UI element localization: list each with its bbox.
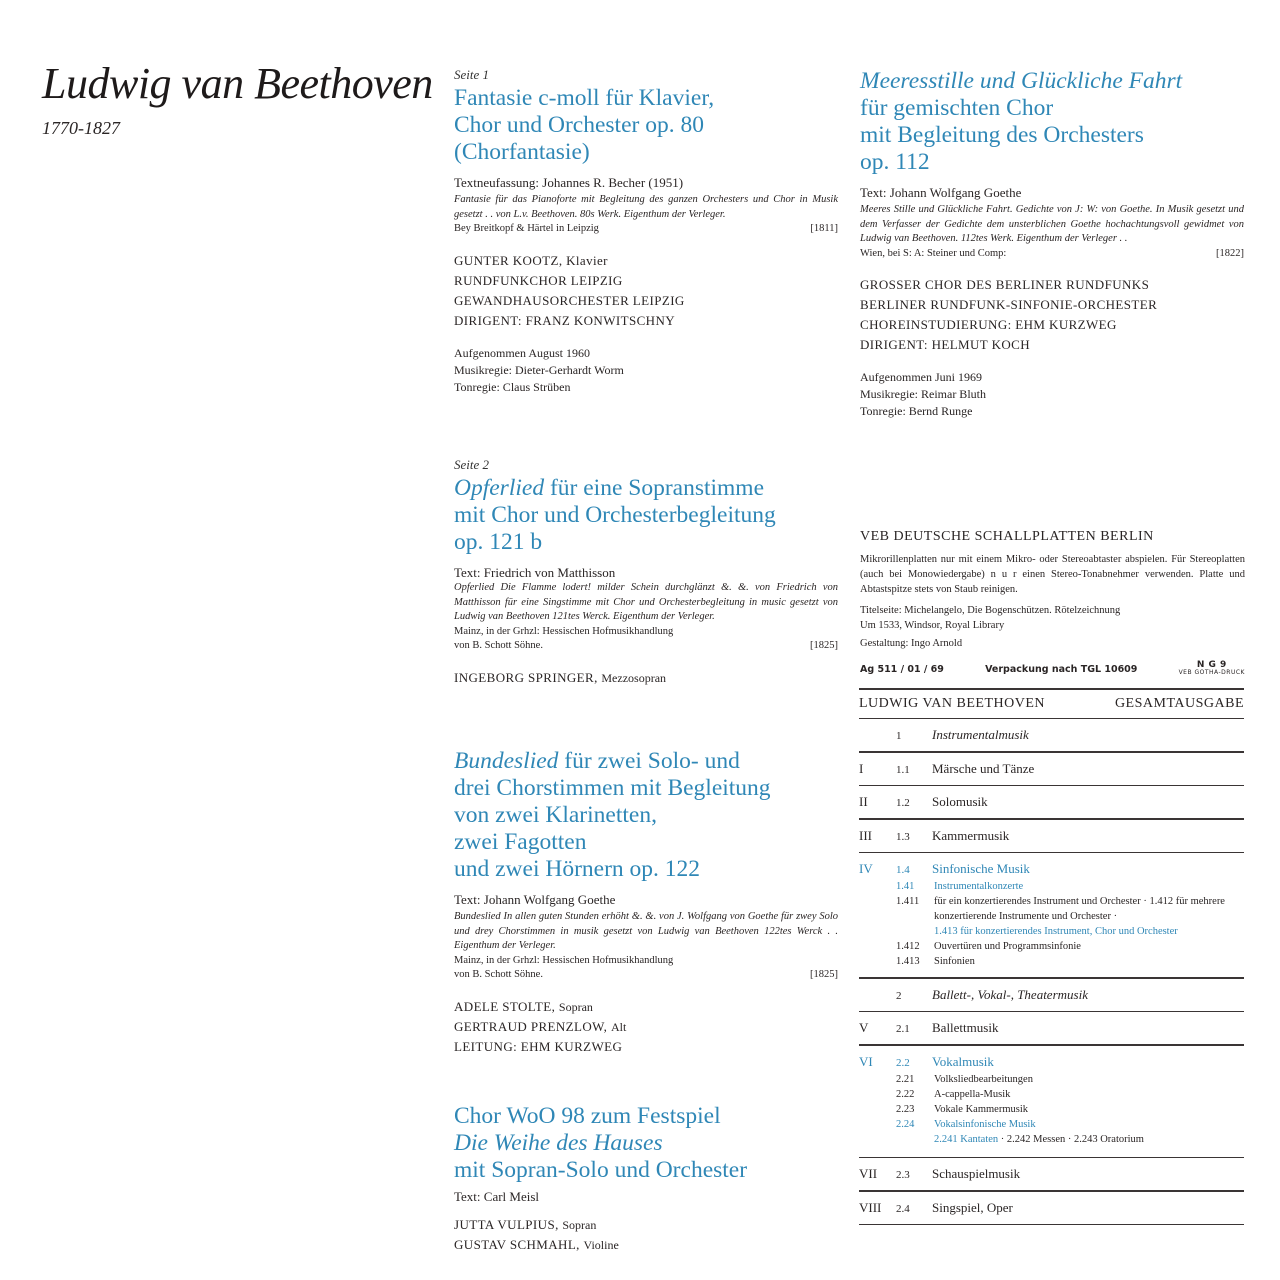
record-company: VEB DEUTSCHE SCHALLPLATTEN BERLIN (860, 529, 1154, 544)
publisher-line: von B. Schott Söhne. [1825] (454, 968, 838, 983)
printer-logo: N G 9 VEB GOTHA-DRUCK (1178, 660, 1245, 676)
index-row: VIII 2.4 Singspiel, Oper (859, 1199, 1013, 1215)
index-row: III 1.3 Kammermusik (859, 827, 1010, 843)
side2-work1 (454, 457, 838, 688)
catalog-row (860, 661, 1245, 677)
performers: JUTTA VULPIUS, Sopran GUSTAV SCHMAHL, Violine (454, 1217, 619, 1252)
index-row: VII 2.3 Schauspielmusik (859, 1166, 1021, 1181)
index-row: 1 Instrumentalmusik (896, 727, 1029, 742)
side2-work2 (454, 746, 838, 1057)
index-row: V 2.1 Ballettmusik (859, 1020, 999, 1035)
original-title: Meeres Stille und Glückliche Fahrt. Gedichte von J: W: von Goethe. In Musik gesetzt und dem Verfasser der Gedichte dem unsterblichen Goethe hochachtungsvoll gewidmet von Ludwig van Beethoven. 112tes Werk. Eigenthum der Verleger . . (860, 204, 1244, 244)
publisher-line: Wien, bei S: A: Steiner und Comp: [1822] (860, 247, 1244, 262)
side-label: Seite 2 (454, 457, 490, 472)
index-subitems: 1.41 Instrumentalkonzerte 1.411 für ein konzertierendes Instrument und Orchester · 1.412 für mehrere konzertierende Instrumente und Orchester · 1.413 für konzertierendes Instrument, Chor und Orchester 1.412 Ouvertüren und Programmsinfonie 1.413 Sinfonien (896, 881, 1225, 967)
packaging-standard: Verpackung nach TGL 10609 (985, 663, 1138, 675)
playback-note: Mikrorillenplatten nur mit einem Mikro- oder Stereoabtaster abspielen. Für Stereoplatten (auch bei Monowiedergabe) n u r einen Stereo-Tonabnehmer verwenden. Platte und Abtastspitze stets von Staub reinigen. (860, 554, 1245, 595)
composer-name: Ludwig van Beethoven (42, 59, 433, 108)
text-credit: Text: Friedrich von Matthisson (454, 565, 616, 580)
cover-credit: Titelseite: Michelangelo, Die Bogenschützen. Rötelzeichnung Um 1533, Windsor, Royal Library (860, 605, 1121, 631)
side2-work3 (454, 1101, 838, 1255)
performers: INGEBORG SPRINGER, Mezzosopran (454, 669, 667, 685)
text-credit: Textneufassung: Johannes R. Becher (1951) (454, 175, 684, 190)
work-title: Chor WoO 98 zum Festspiel Die Weihe des Hauses mit Sopran-Solo und Orchester (454, 1103, 748, 1183)
index-header: LUDWIG VAN BEETHOVEN GESAMTAUSGABE (859, 695, 1244, 711)
original-title: Bundeslied In allen guten Stunden erhöht &. &. von J. Wolfgang von Goethe für zwey Solo und drey Chorstimmen in musik gesetzt von Ludwig van Beethoven 122tes Werck . . Eigenthum der Verleger. (454, 911, 838, 951)
recording-credits: Aufgenommen August 1960 Musikregie: Dieter-Gerhardt Worm Tonregie: Claus Strüben (454, 345, 624, 394)
index-row-highlighted: VI 2.2 Vokalmusik (859, 1053, 994, 1069)
side1-work2 (860, 66, 1244, 420)
publisher-line: Bey Breitkopf & Härtel in Leipzig [1811] (454, 222, 838, 237)
composer-years: 1770-1827 (42, 118, 120, 138)
work-title: Fantasie c-moll für Klavier, Chor und Orchester op. 80 (Chorfantasie) (454, 85, 715, 165)
work-title: Meeresstille und Glückliche Fahrt für gemischten Chor mit Begleitung des Orchesters op. 112 (860, 68, 1183, 175)
side-label: Seite 1 (454, 67, 490, 82)
publisher-line: Mainz, in der Grhzl: Hessischen Hofmusikhandlung (454, 625, 674, 637)
original-title: Opferlied Die Flamme lodert! milder Schein durchglänzt &. &. von Friedrich von Matthisson für eine Singstimme mit Chor und Orchesterbegleitung in music gesetzt von Ludwig van Beethoven 121tes Werck. Eigenthum der Verleger. (454, 582, 838, 622)
text-credit: Text: Johann Wolfgang Goethe (454, 892, 616, 907)
recording-credits: Aufgenommen Juni 1969 Musikregie: Reimar Bluth Tonregie: Bernd Runge (860, 370, 986, 418)
index-row: I 1.1 Märsche und Tänze (859, 760, 1035, 776)
index-row: II 1.2 Solomusik (859, 794, 988, 809)
publication-year: [1811] (810, 223, 838, 234)
publisher-line: Mainz, in der Grhzl: Hessischen Hofmusikhandlung (454, 954, 674, 966)
side1-work1 (454, 67, 838, 396)
printer-logo-icon: N G 9 (1196, 660, 1227, 670)
index-subitems: 2.21 Volksliedbearbeitungen 2.22 A-cappella-Musik 2.23 Vokale Kammermusik 2.24 Vokalsinfonische Musik 2.241 Kantaten · 2.242 Messen · 2.243 Oratorium (896, 1073, 1144, 1145)
performers: GUNTER KOOTZ, Klavier RUNDFUNKCHOR LEIPZIG GEWANDHAUSORCHESTER LEIPZIG DIRIGENT: FRANZ KONWITSCHNY (454, 252, 685, 328)
publication-year: [1822] (1216, 247, 1244, 259)
label-info (860, 528, 1245, 677)
text-credit: Text: Johann Wolfgang Goethe (860, 185, 1022, 200)
original-title: Fantasie für das Pianoforte mit Begleitung des ganzen Orchesters und Chor in Musik gesetzt . . von L.v. Beethoven. 80s Werk. Eigenthum der Verleger. (454, 194, 838, 220)
gesamtausgabe-index (859, 688, 1244, 1225)
work-title: Bundeslied für zwei Solo- und drei Chorstimmen mit Begleitung von zwei Klarinetten, zwei Fagotten und zwei Hörnern op. 122 (454, 748, 771, 882)
catalog-code: Ag 511 / 01 / 69 (860, 663, 944, 675)
publisher-line: von B. Schott Söhne. [1825] (454, 639, 838, 654)
publication-year: [1825] (810, 969, 838, 980)
design-credit: Gestaltung: Ingo Arnold (860, 638, 963, 649)
work-title: Opferlied für eine Sopranstimme mit Chor und Orchesterbegleitung op. 121 b (454, 475, 776, 555)
publication-year: [1825] (810, 640, 838, 651)
divider (859, 1224, 1244, 1226)
index-row-highlighted: IV 1.4 Sinfonische Musik (859, 861, 1030, 876)
performers: ADELE STOLTE, Sopran GERTRAUD PRENZLOW, Alt LEITUNG: EHM KURZWEG (454, 998, 627, 1054)
performers: GROSSER CHOR DES BERLINER RUNDFUNKS BERLINER RUNDFUNK-SINFONIE-ORCHESTER CHOREINSTUDIERUNG: EHM KURZWEG DIRIGENT: HELMUT KOCH (860, 277, 1158, 352)
index-row: 2 Ballett-, Vokal-, Theatermusik (896, 986, 1088, 1002)
text-credit: Text: Carl Meisl (454, 1189, 540, 1204)
